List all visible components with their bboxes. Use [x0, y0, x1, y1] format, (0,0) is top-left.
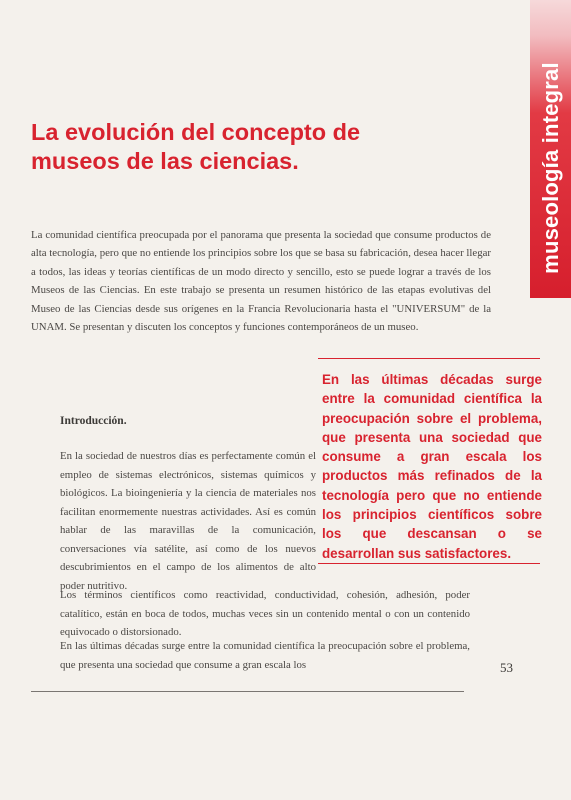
body-paragraph: En las últimas décadas surge entre la comunidad científica la preocupación sobre el problema, que presenta una sociedad que consume a gran escala los — [60, 640, 470, 671]
pull-quote-bottom-rule — [318, 563, 540, 564]
page-number: 53 — [500, 660, 513, 675]
section-heading: Introducción. — [60, 415, 127, 427]
abstract-text: La comunidad científica preocupada por el panorama que presenta la sociedad que consume productos de alta tecnología, pero que no entiende los principios sobre los que se basa su fabricación, desea hacer llegar a todos, las ideas y teorías científicas de un modo directo y sencillo, esto se puede lograr a través de los Museos de las Ciencias. En este trabajo se presenta un resumen histórico de las etapas evolutivas del Museo de las Ciencias desde sus orígenes en la Francia Revolucionaria hasta el "UNIVERSUM" de la UNAM. Se presentan y discuten los conceptos y funciones contemporáneos de un museo. — [31, 229, 491, 334]
footer-rule — [31, 691, 464, 692]
article-title: La evolución del concepto de museos de las ciencias. — [31, 119, 361, 174]
section-tab-label: museología integral — [538, 62, 563, 274]
body-paragraph: En la sociedad de nuestros días es perfectamente común el empleo de sistemas electrónicos, sistemas químicos y biológicos. La bioingeniería y la ciencia de materiales nos facilitan enormemente nuestras actividades. Así es común hablar de las maravillas de la comunicación, conversaciones vía satélite, así como de los nuevos descubrimientos en el campo de los alimentos de alto poder nutritivo. — [60, 450, 316, 592]
pull-quote-top-rule — [318, 358, 540, 359]
body-paragraph: Los términos científicos como reactividad, conductividad, cohesión, adhesión, poder catalítico, están en boca de todos, muchas veces sin un contenido mental o con un contenido equivocado o distorsionado. — [60, 589, 470, 638]
pull-quote: En las últimas décadas surge entre la comunidad científica la preocupación sobre el problema, que presenta una sociedad que consume a gran escala los productos más refinados de la tecnología pero que no entiende los principios científicos sobre los que descansan o se desarrollan sus satisfactores. — [322, 372, 542, 561]
